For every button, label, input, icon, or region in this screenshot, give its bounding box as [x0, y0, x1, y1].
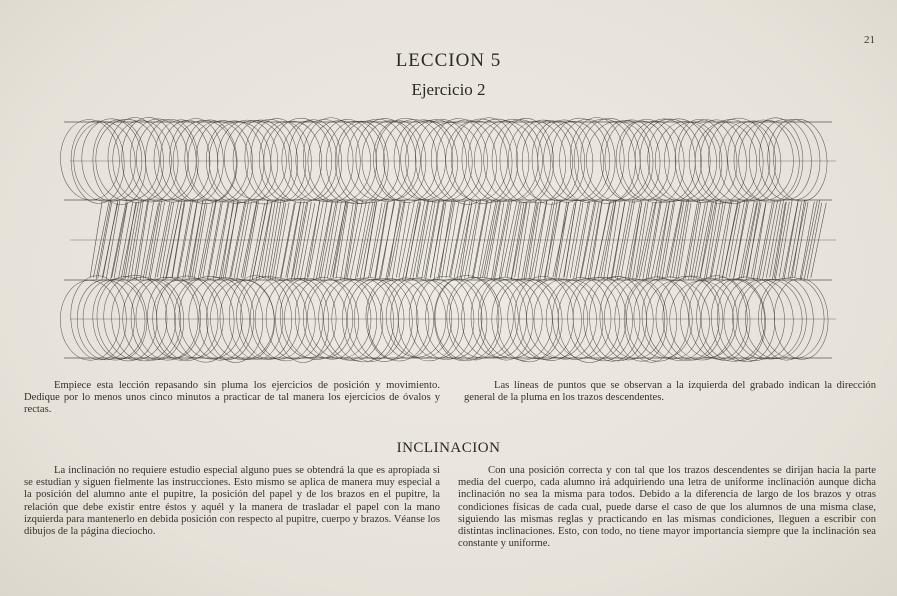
oval-stroke	[669, 280, 734, 361]
straight-stroke	[691, 203, 705, 280]
oval-stroke	[733, 119, 794, 201]
straight-stroke	[729, 201, 744, 278]
straight-stroke	[321, 202, 337, 280]
oval-stroke	[286, 118, 344, 202]
oval-stroke	[398, 279, 460, 361]
straight-stroke	[473, 201, 487, 278]
oval-stroke	[331, 277, 395, 363]
oval-stroke	[305, 276, 373, 360]
section-left-text: La inclinación no requiere estudio especial alguno pues se obtendrá la que es apropiada si se estudian y siguen fielmente las instrucciones. Esto mismo se aplica de manera muy especial a la posición del alumno ante el pupitre, la posición del papel y de los brazos en el pupitre, la relación que debe existir entre éstos y aquél y la manera de trasladar el papel con la mano izquierda para mantenerlo en debida posición con respecto al pupitre, cuerpo y brazos. Véanse los dibujos de la página dieciocho.	[24, 465, 440, 538]
straight-stroke	[676, 200, 689, 279]
oval-stroke	[263, 120, 323, 201]
section-paragraph-left	[24, 465, 440, 538]
straight-stroke	[784, 202, 798, 279]
oval-stroke	[557, 277, 621, 363]
oval-stroke	[337, 119, 402, 204]
straight-stroke	[588, 201, 602, 280]
straight-stroke	[660, 201, 674, 279]
oval-stroke	[579, 117, 643, 203]
straight-stroke	[237, 202, 252, 280]
straight-stroke	[662, 203, 675, 280]
straight-stroke	[389, 201, 404, 278]
oval-stroke	[205, 277, 264, 363]
oval-stroke	[496, 278, 560, 363]
intro-paragraph-left	[24, 380, 440, 417]
oval-stroke	[94, 118, 161, 202]
straight-stroke	[811, 203, 827, 278]
oval-stroke	[709, 277, 768, 362]
oval-stroke	[144, 118, 200, 203]
straight-stroke	[149, 201, 162, 279]
section-right-text: Con una posición correcta y con tal que los trazos descendentes se dirijan hacia la parte media del cuerpo, cada alumno irá adquiriendo una letra de uniforme inclinación aunque dicha inclinación no sea la misma para todos. Debido a la diferencia de largo de los brazos y otras condiciones físicas de cada cual, puede darse el caso de que los alumnos de una misma clase, siguiendo las mismas reglas y practicando en las mismas condiciones, lleguen a escribir con distintas inclinaciones. Esto, con todo, no tiene mayor importancia siempre que la inclinación sea constante y uniforme.	[458, 465, 876, 550]
oval-stroke	[413, 118, 475, 203]
straight-stroke	[350, 201, 366, 278]
straight-stroke	[324, 200, 337, 279]
straight-stroke	[307, 201, 320, 278]
straight-stroke	[231, 202, 246, 278]
straight-stroke	[666, 201, 682, 277]
oval-stroke	[270, 117, 333, 203]
straight-stroke	[417, 201, 433, 278]
oval-stroke	[477, 276, 534, 360]
oval-stroke	[207, 120, 274, 205]
oval-stroke	[205, 120, 266, 205]
oval-stroke	[60, 280, 120, 361]
oval-stroke	[325, 120, 386, 204]
oval-stroke	[760, 276, 826, 360]
oval-stroke	[172, 276, 237, 364]
oval-stroke	[135, 118, 198, 201]
straight-stroke	[381, 200, 395, 278]
intro-paragraph-right	[464, 380, 876, 404]
oval-stroke	[429, 117, 489, 203]
straight-stroke	[548, 201, 561, 277]
straight-stroke	[241, 201, 257, 277]
intro-right-text: Las líneas de puntos que se observan a la izquierda del grabado indican la dirección general de la pluma en los trazos descendentes.	[464, 380, 876, 404]
oval-stroke	[506, 120, 569, 205]
oval-stroke	[730, 278, 795, 361]
straight-stroke	[685, 200, 699, 278]
section-paragraph-right	[458, 465, 876, 550]
oval-stroke	[216, 119, 278, 203]
oval-stroke	[479, 277, 544, 359]
oval-stroke	[60, 118, 121, 201]
straight-stroke	[526, 203, 539, 279]
straight-stroke	[300, 203, 315, 280]
oval-stroke	[322, 278, 384, 362]
oval-stroke	[738, 120, 801, 203]
straight-stroke	[403, 201, 419, 280]
straight-stroke	[564, 201, 576, 278]
oval-stroke	[150, 279, 210, 362]
oval-stroke	[483, 118, 544, 201]
intro-left-text: Empiece esta lección repasando sin pluma los ejercicios de posición y movimiento. Dedique por lo menos unos cinco minutos a practicar de tal manera los ejercicios de óvalos y rectas.	[24, 380, 440, 416]
straight-stroke	[183, 200, 198, 279]
straight-stroke	[775, 202, 789, 279]
straight-stroke	[250, 203, 265, 280]
oval-stroke	[106, 116, 165, 204]
straight-stroke	[294, 202, 308, 280]
straight-stroke	[112, 203, 127, 278]
oval-stroke	[301, 278, 361, 361]
oval-stroke	[94, 275, 159, 363]
straight-stroke	[555, 201, 567, 277]
oval-stroke	[81, 278, 148, 362]
oval-stroke	[172, 119, 238, 205]
straight-stroke	[759, 201, 774, 278]
oval-stroke	[687, 118, 749, 205]
straight-stroke	[413, 200, 428, 277]
straight-stroke	[655, 201, 670, 278]
oval-stroke	[434, 275, 500, 361]
straight-stroke	[93, 201, 109, 278]
oval-stroke	[472, 119, 540, 203]
oval-stroke	[525, 277, 589, 359]
straight-stroke	[515, 202, 527, 278]
lesson-title: LECCION 5	[395, 50, 502, 71]
oval-stroke	[588, 276, 647, 362]
straight-stroke	[192, 201, 206, 278]
oval-stroke	[766, 118, 821, 200]
oval-stroke	[121, 278, 183, 362]
oval-stroke	[80, 118, 144, 203]
oval-stroke	[374, 117, 438, 204]
straight-stroke	[772, 202, 785, 279]
page-number: 21	[864, 34, 875, 46]
oval-stroke	[435, 118, 499, 206]
oval-stroke	[379, 277, 435, 359]
straight-stroke	[200, 200, 216, 277]
straight-stroke	[766, 201, 780, 278]
oval-stroke	[164, 277, 226, 360]
straight-stroke	[567, 200, 581, 278]
section-heading: INCLINACION	[396, 440, 501, 456]
oval-stroke	[715, 276, 777, 364]
oval-stroke	[687, 274, 750, 361]
oval-stroke	[69, 120, 126, 205]
oval-stroke	[295, 119, 354, 202]
exercise-title: Ejercicio 2	[411, 80, 486, 99]
oval-stroke	[771, 118, 830, 203]
penmanship-drill-illustration	[60, 112, 840, 370]
oval-stroke	[466, 117, 531, 203]
